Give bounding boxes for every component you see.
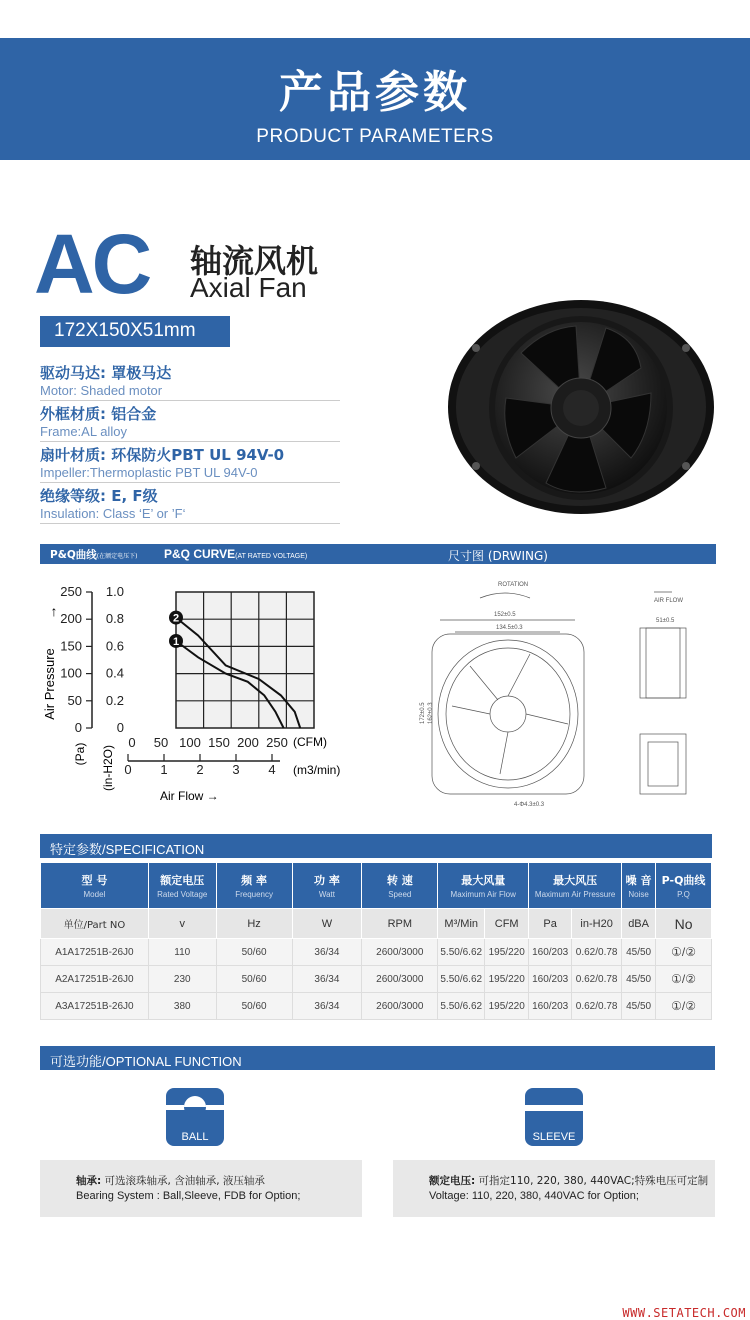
spec-cn: 驱动马达: 罩极马达 (40, 364, 172, 382)
y-tick-inh2o: 0.8 (105, 611, 124, 627)
table-cell: 2600/3000 (362, 966, 438, 993)
series-label-1: 1 (172, 635, 180, 648)
table-cell: 36/34 (292, 966, 362, 993)
ball-glyph (166, 1088, 224, 1128)
table-cell: 380 (148, 993, 216, 1020)
x-tick-m3: 3 (232, 762, 240, 777)
pq-curve-chart (40, 576, 360, 806)
table-cell: 195/220 (485, 993, 529, 1020)
banner-title-cn: 产品参数 (279, 67, 471, 118)
spec-item-motor (40, 360, 340, 401)
table-cell: 230 (148, 966, 216, 993)
table-cell: 36/34 (292, 939, 362, 966)
table-cell: 2600/3000 (362, 939, 438, 966)
header-cn: 最大风量 (461, 874, 506, 887)
ac-logo: AC (34, 217, 150, 311)
header-cn: 功 率 (314, 874, 340, 887)
y-tick-inh2o: 0.6 (105, 638, 124, 654)
rotation-label: ROTATION (498, 582, 529, 588)
x-unit-m3: (m3/min) (293, 763, 341, 777)
header-cn: 频 率 (241, 874, 267, 887)
table-cell: 0.62/0.78 (572, 993, 622, 1020)
header-en: Speed (388, 890, 412, 899)
voltage-cn-line (429, 1174, 715, 1189)
header-en: Noise (628, 890, 649, 899)
y-tick-inh2o: 0 (116, 720, 124, 735)
banner-title-en: PRODUCT PARAMETERS (256, 126, 494, 147)
table-cell: A3A17251B-26J0 (41, 993, 149, 1020)
table-cell: A1A17251B-26J0 (41, 939, 149, 966)
table-row (41, 966, 712, 993)
spec-cn: 扇叶材质: 环保防火PBT UL 94V-0 (40, 446, 285, 464)
chart-grid (176, 592, 314, 728)
spec-item-frame (40, 401, 340, 442)
table-cell: 36/34 (292, 993, 362, 1020)
sleeve-bearing-icon (525, 1088, 583, 1146)
table-row (41, 993, 712, 1020)
header-en: Maximum Air Flow (450, 890, 516, 899)
size-bar: 172X150X51mm (40, 316, 230, 347)
table-row (41, 939, 712, 966)
pq-title-cn (50, 547, 137, 562)
dim-162: 162±0.3 (428, 702, 434, 724)
dim-152: 152±0.5 (494, 612, 516, 618)
unit-cell: CFM (485, 909, 529, 939)
bearing-cn-line (76, 1174, 362, 1189)
header-watt (292, 863, 362, 909)
table-cell: 45/50 (622, 966, 656, 993)
y-axis-label: Air Pressure (42, 648, 57, 720)
table-cell: 0.62/0.78 (572, 966, 622, 993)
header-voltage (148, 863, 216, 909)
y-axis-arrow: ↑ (50, 603, 58, 619)
header-frequency (216, 863, 292, 909)
y-tick-inh2o: 1.0 (105, 584, 124, 599)
table-cell: 160/203 (529, 993, 572, 1020)
optional-function-title: 可选功能/OPTIONAL FUNCTION (40, 1046, 715, 1070)
y-tick-pa: 200 (60, 611, 82, 627)
dim-134: 134.5±0.3 (496, 625, 523, 631)
pq-title-cn-text: P&Q曲线 (50, 549, 97, 561)
x-tick-cfm: 200 (237, 735, 259, 750)
x-tick-m3: 4 (268, 762, 276, 777)
unit-cell: in-H20 (572, 909, 622, 939)
table-cell: 160/203 (529, 966, 572, 993)
header-cn: 型 号 (81, 874, 108, 887)
table-cell: 50/60 (216, 966, 292, 993)
x-tick-cfm: 50 (153, 735, 169, 750)
x-tick-m3: 0 (124, 762, 132, 777)
header-air-pressure (529, 863, 622, 909)
unit-cell: M³/Min (438, 909, 485, 939)
pq-title-en-small: (AT RATED VOLTAGE) (235, 553, 308, 560)
pq-title-en-text: P&Q CURVE (164, 547, 236, 561)
plot-area (176, 592, 314, 728)
x-tick-m3: 1 (160, 762, 168, 777)
x-tick-m3: 2 (196, 762, 204, 777)
footer-url[interactable]: WWW.SETATECH.COM (622, 1306, 746, 1320)
table-cell: 0.62/0.78 (572, 939, 622, 966)
ball-label: BALL (181, 1131, 209, 1143)
product-name-en: Axial Fan (190, 272, 307, 303)
header-cn: P-Q曲线 (661, 874, 706, 887)
unit-cell: v (148, 909, 216, 939)
air-flow-label: AIR FLOW (654, 598, 684, 604)
y-tick-pa: 100 (60, 665, 82, 681)
table-cell: 5.50/6.62 (438, 966, 485, 993)
header-speed (362, 863, 438, 909)
table-cell: 50/60 (216, 939, 292, 966)
header-en: Model (83, 890, 106, 899)
spec-table (40, 862, 712, 1020)
spec-table-title: 特定参数/SPECIFICATION (40, 834, 712, 858)
header-model (41, 863, 149, 909)
table-cell: 45/50 (622, 939, 656, 966)
table-header-row (41, 863, 712, 909)
header-cn: 转 速 (386, 874, 413, 887)
sleeve-label: SLEEVE (532, 1131, 576, 1143)
table-cell: 5.50/6.62 (438, 993, 485, 1020)
spec-list (40, 360, 340, 524)
dim-172: 172±0.5 (420, 702, 426, 724)
table-cell: ①/② (656, 993, 712, 1020)
table-cell: 5.50/6.62 (438, 939, 485, 966)
y-tick-pa: 50 (67, 692, 82, 708)
y-tick-inh2o: 0.4 (105, 665, 124, 681)
header-pq (656, 863, 712, 909)
table-cell: 160/203 (529, 939, 572, 966)
unit-cell: 单位/Part NO (41, 909, 149, 939)
ball-bearing-icon (166, 1088, 224, 1146)
product-name-cn: 轴流风机 (190, 242, 319, 280)
bearing-cn-text: 可选滚珠轴承, 含油轴承, 液压轴承 (101, 1175, 265, 1187)
dimension-drawing (410, 574, 710, 808)
table-cell: ①/② (656, 966, 712, 993)
series-label-2: 2 (172, 612, 180, 625)
spec-en: Frame:AL alloy (40, 424, 127, 439)
table-cell: 195/220 (485, 939, 529, 966)
header-en: P.Q (677, 890, 690, 899)
unit-cell: Hz (216, 909, 292, 939)
y-tick-pa: 150 (60, 638, 82, 654)
x-tick-cfm: 100 (179, 735, 201, 750)
unit-cell: Pa (529, 909, 572, 939)
x-unit-cfm: (CFM) (293, 735, 327, 749)
y-unit-pa: (Pa) (73, 742, 87, 766)
table-cell: 2600/3000 (362, 993, 438, 1020)
x-tick-cfm: 0 (128, 735, 136, 750)
bearing-en-text: Bearing System : Ball,Sleeve, FDB for Option; (76, 1190, 301, 1202)
spec-item-insulation (40, 483, 340, 524)
table-cell: ①/② (656, 939, 712, 966)
table-body (41, 939, 712, 1020)
header-cn: 噪 音 (625, 874, 652, 887)
header-cn: 最大风压 (553, 874, 598, 887)
unit-cell: dBA (622, 909, 656, 939)
spec-cn: 绝缘等级: E, F级 (40, 487, 158, 505)
header-en: Maximum Air Pressure (534, 890, 616, 899)
bearing-cn-bold: 轴承: (76, 1175, 102, 1187)
table-cell: 195/220 (485, 966, 529, 993)
spec-cn: 外框材质: 铝合金 (40, 405, 157, 423)
spec-item-impeller (40, 442, 340, 483)
spec-en: Impeller:Thermoplastic PBT UL 94V-0 (40, 465, 258, 480)
header-banner (0, 38, 750, 160)
unit-cell: RPM (362, 909, 438, 939)
header-en: Rated Voltage (157, 890, 208, 899)
header-en: Frequency (235, 890, 273, 899)
pq-section-bar (40, 544, 716, 564)
y-tick-pa: 0 (74, 720, 82, 735)
dim-hole: 4-Φ4.3±0.3 (514, 802, 545, 808)
header-cn: 额定电压 (160, 874, 205, 887)
header-air-flow (438, 863, 529, 909)
table-cell: A2A17251B-26J0 (41, 966, 149, 993)
x-tick-cfm: 250 (266, 735, 288, 750)
voltage-cn-text: 可指定110, 220, 380, 440VAC;特殊电压可定制 (475, 1175, 709, 1187)
y-unit-inh2o: (in-H2O) (101, 744, 115, 792)
x-axis-label: Air Flow → (160, 789, 219, 803)
y-tick-inh2o: 0.2 (105, 692, 124, 708)
x-tick-cfm: 150 (208, 735, 230, 750)
table-unit-row (41, 909, 712, 939)
drawing-title: 尺寸图 (DRWING) (448, 549, 548, 563)
voltage-en-text: Voltage: 110, 220, 380, 440VAC for Option; (429, 1190, 639, 1202)
pq-title-cn-small: (在额定电压下) (96, 553, 138, 560)
fan-product-image (446, 298, 716, 516)
table-cell: 110 (148, 939, 216, 966)
table-cell: 45/50 (622, 993, 656, 1020)
unit-cell: W (292, 909, 362, 939)
pq-title-en (164, 547, 307, 561)
voltage-cn-bold: 额定电压: (429, 1175, 476, 1187)
table-cell: 50/60 (216, 993, 292, 1020)
header-en: Watt (318, 890, 335, 899)
unit-cell: No (656, 909, 712, 939)
spec-en: Insulation: Class ‘E’ or ’F‘ (40, 506, 186, 521)
sleeve-glyph (525, 1088, 583, 1128)
bearing-option-box (40, 1160, 362, 1217)
y-tick-pa: 250 (60, 584, 82, 599)
voltage-option-box (393, 1160, 715, 1217)
spec-en: Motor: Shaded motor (40, 383, 163, 398)
dim-51: 51±0.5 (656, 618, 675, 624)
header-noise (622, 863, 656, 909)
